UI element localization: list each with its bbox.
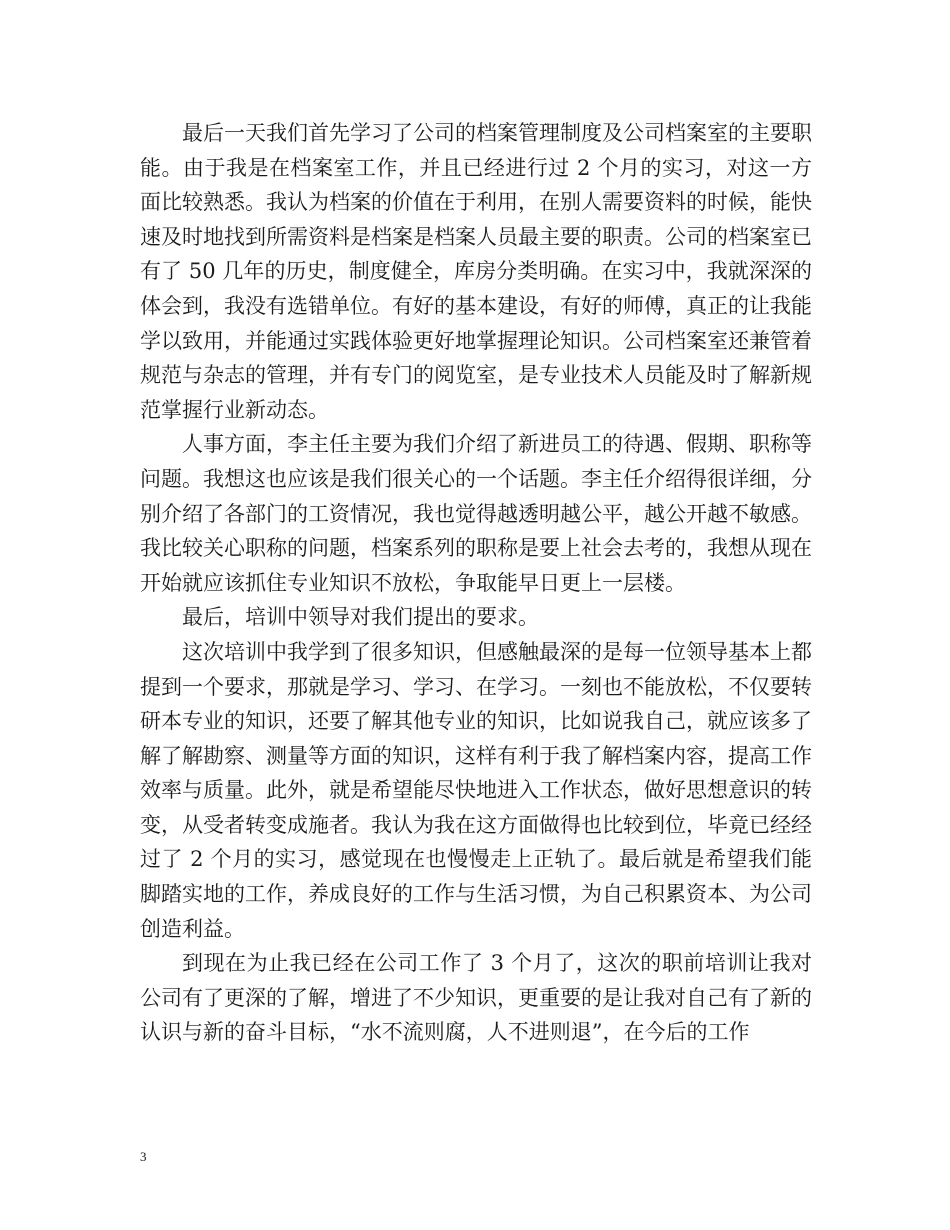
paragraph-requirements-heading: 最后，培训中领导对我们提出的要求。 (182, 605, 539, 630)
page-number: 3 (140, 1149, 147, 1164)
paragraph-archives: 最后一天我们首先学习了公司的档案管理制度及公司档案室的主要职能。由于我是在档案室工作，并且已经进行过 2 个月的实习，对这一方面比较熟悉。我认为档案的价值在于利用，在别人需要资料的时候，能快速及时地找到所需资料是档案是档案人员最主要的职责。公司的档案室已有了 50 几年的历史，制度健全，库房分类明确。在实习中，我就深深的体会到，我没有选错单位。有好的基本建设，有好的师傅，真正的让我能学以致用，并能通过实践体验更好地掌握理论知识。公司档案室还兼管着规范与杂志的管理，并有专门的阅览室，是专业技术人员能及时了解新规范掌握行业新动态。 (140, 121, 812, 422)
paragraph-training-lessons: 这次培训中我学到了很多知识，但感触最深的是每一位领导基本上都提到一个要求，那就是学习、学习、在学习。一刻也不能放松，不仅要转研本专业的知识，还要了解其他专业的知识，比如说我自己，就应该多了解了解勘察、测量等方面的知识，这样有利于我了解档案内容，提高工作效率与质量。此外，就是希望能尽快地进入工作状态，做好思想意识的转变，从受者转变成施者。我认为我在这方面做得也比较到位，毕竟已经经过了 2 个月的实习，感觉现在也慢慢走上正轨了。最后就是希望我们能脚踏实地的工作，养成良好的工作与生活习惯，为自己积累资本、为公司创造利益。 (140, 639, 812, 941)
paragraph-personnel: 人事方面，李主任主要为我们介绍了新进员工的待遇、假期、职称等问题。我想这也应该是我们很关心的一个话题。李主任介绍得很详细，分别介绍了各部门的工资情况，我也觉得越透明越公平，越公开越不敏感。我比较关心职称的问题，档案系列的职称是要上社会去考的，我想从现在开始就应该抓住专业知识不放松，争取能早日更上一层楼。 (140, 432, 812, 595)
paragraph-conclusion: 到现在为止我已经在公司工作了 3 个月了，这次的职前培训让我对公司有了更深的了解，增进了不少知识，更重要的是让我对自己有了新的认识与新的奋斗目标，“水不流则腐，人不进则退”，在今后的工作 (140, 951, 812, 1045)
document-body (140, 116, 812, 1050)
